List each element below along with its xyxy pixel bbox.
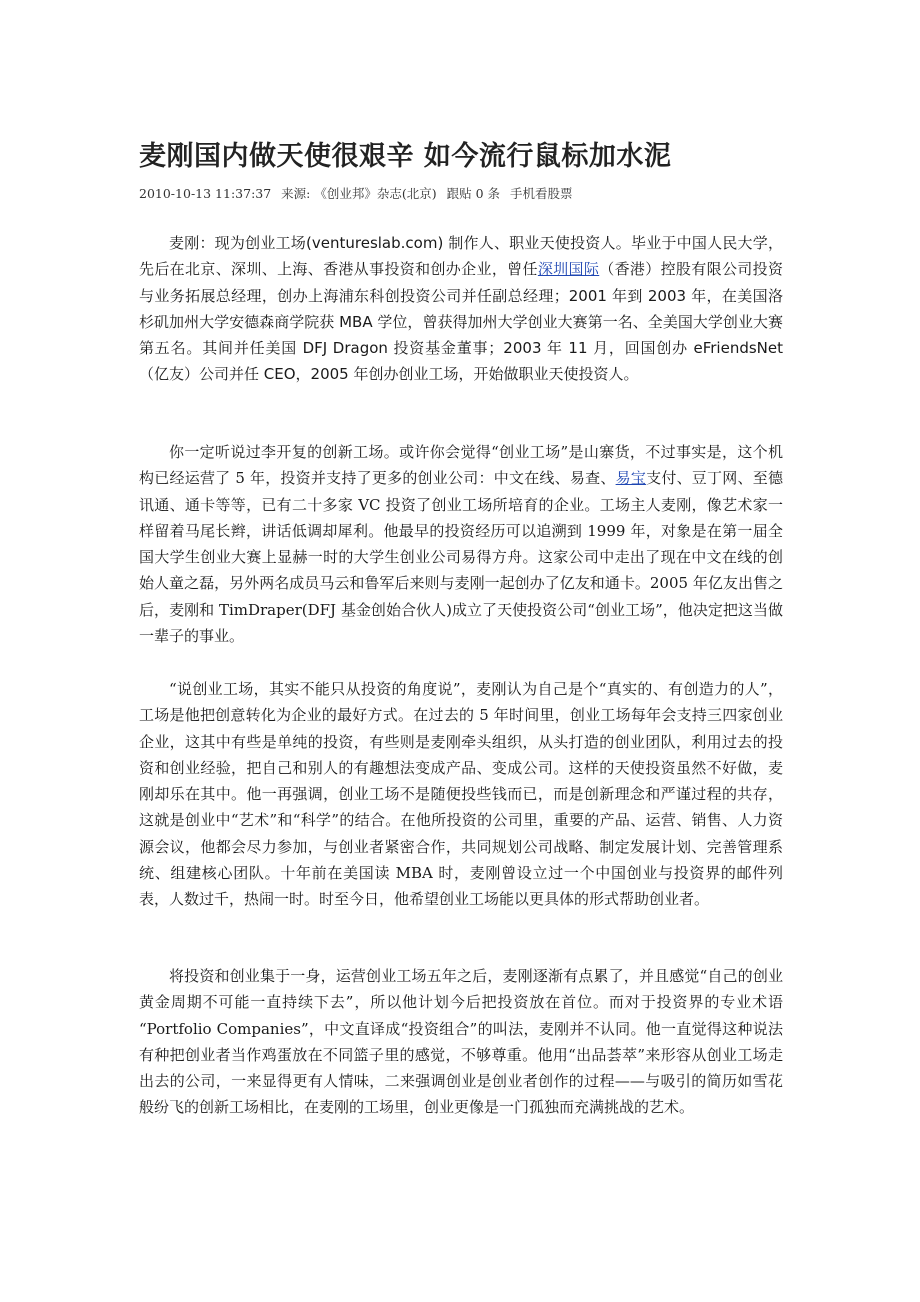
article-title: 麦刚国内做天使很艰辛 如今流行鼠标加水泥 bbox=[139, 141, 672, 172]
paragraph-intro-text-b: 支付、豆丁网、至德讯通、通卡等等，已有二十多家 VC 投资了创业工场所培育的企业。工场主人麦刚，像艺术家一样留着马尾长辫，讲话低调却犀利。他最早的投资经历可以追溯到 1999 年，对象是在第一届全国大学生创业大赛上显赫一时的大学生创业公司易得方舟。这家公司中走出了现在中文在线的创始人童之磊，另外两名成员马云和鲁军后来则与麦刚一起创办了亿友和通卡。2005 年亿友出售之后，麦刚和 TimDraper(DFJ 基金创始合伙人)成立了天使投资公司“创业工场”，他决定把这当做一辈子的事业。 bbox=[139, 469, 783, 646]
paragraph-bio-text-b: （香港）控股有限公司投资与业务拓展总经理，创办上海浦东科创投资公司并任副总经理；2001 年到 2003 年，在美国洛杉矶加州大学安德森商学院获 MBA 学位，曾获得加州大学创业大赛第一名、全美国大学创业大赛第五名。其间并任美国 DFJ Dragon 投资基金董事；2003 年 11 月，回国创办 eFriendsNet（亿友）公司并任 CEO，2005 年创办创业工场，开始做职业天使投资人。 bbox=[139, 260, 783, 384]
paragraph-bio bbox=[139, 230, 783, 388]
article-source: 来源: 《创业邦》杂志(北京) bbox=[281, 186, 437, 201]
paragraph-art-and-science: “说创业工场，其实不能只从投资的角度说”，麦刚认为自己是个“真实的、有创造力的人”，工场是他把创意转化为企业的最好方式。在过去的 5 年时间里，创业工场每年会支持三四家创业企业，这其中有些是单纯的投资，有些则是麦刚牵头组织，从头打造的创业团队，利用过去的投资和创业经验，把自己和别人的有趣想法变成产品、变成公司。这样的天使投资虽然不好做，麦刚却乐在其中。他一再强调，创业工场不是随便投些钱而已，而是创新理念和严谨过程的共存，这就是创业中“艺术”和“科学”的结合。在他所投资的公司里，重要的产品、运营、销售、人力资源会议，他都会尽力参加，与创业者紧密合作，共同规划公司战略、制定发展计划、完善管理系统、组建核心团队。十年前在美国读 MBA 时，麦刚曾设立过一个中国创业与投资界的邮件列表，人数过千，热闹一时。时至今日，他希望创业工场能以更具体的形式帮助创业者。 bbox=[139, 680, 783, 909]
paragraph-ventureslab-intro bbox=[139, 439, 783, 649]
paragraph-intro-text-a: 你一定听说过李开复的创新工场。或许你会觉得“创业工场”是山寨货，不过事实是，这个机构已经运营了 5 年，投资并支持了更多的创业公司：中文在线、易查、 bbox=[139, 443, 783, 488]
yeepay-link[interactable]: 易宝 bbox=[615, 469, 647, 488]
publish-datetime: 2010-10-13 11:37:37 bbox=[139, 186, 272, 201]
paragraph-portfolio: 将投资和创业集于一身，运营创业工场五年之后，麦刚逐渐有点累了，并且感觉“自己的创业黄金周期不可能一直持续下去”，所以他计划今后把投资放在首位。而对于投资界的专业术语 “Portfolio Companies”，中文直译成“投资组合”的叫法，麦刚并不认同。他一直觉得这种说法有种把创业者当作鸡蛋放在不同篮子里的感觉，不够尊重。他用“出品荟萃”来形容从创业工场走出去的公司，一来显得更有人情味，二来强调创业是创业者创作的过程——与吸引的简历如雪花般纷飞的创新工场相比，在麦刚的工场里，创业更像是一门孤独而充满挑战的艺术。 bbox=[139, 967, 783, 1117]
reply-count: 跟贴 0 条 bbox=[446, 186, 501, 201]
mobile-stock-link: 手机看股票 bbox=[510, 186, 573, 201]
shenzhen-international-link[interactable]: 深圳国际 bbox=[537, 260, 600, 279]
paragraph-bio-text-a: 麦刚：现为创业工场(ventureslab.com) 制作人、职业天使投资人。毕业于中国人民大学，先后在北京、深圳、上海、香港从事投资和创办企业，曾任 bbox=[139, 234, 783, 279]
article-meta bbox=[139, 184, 579, 202]
